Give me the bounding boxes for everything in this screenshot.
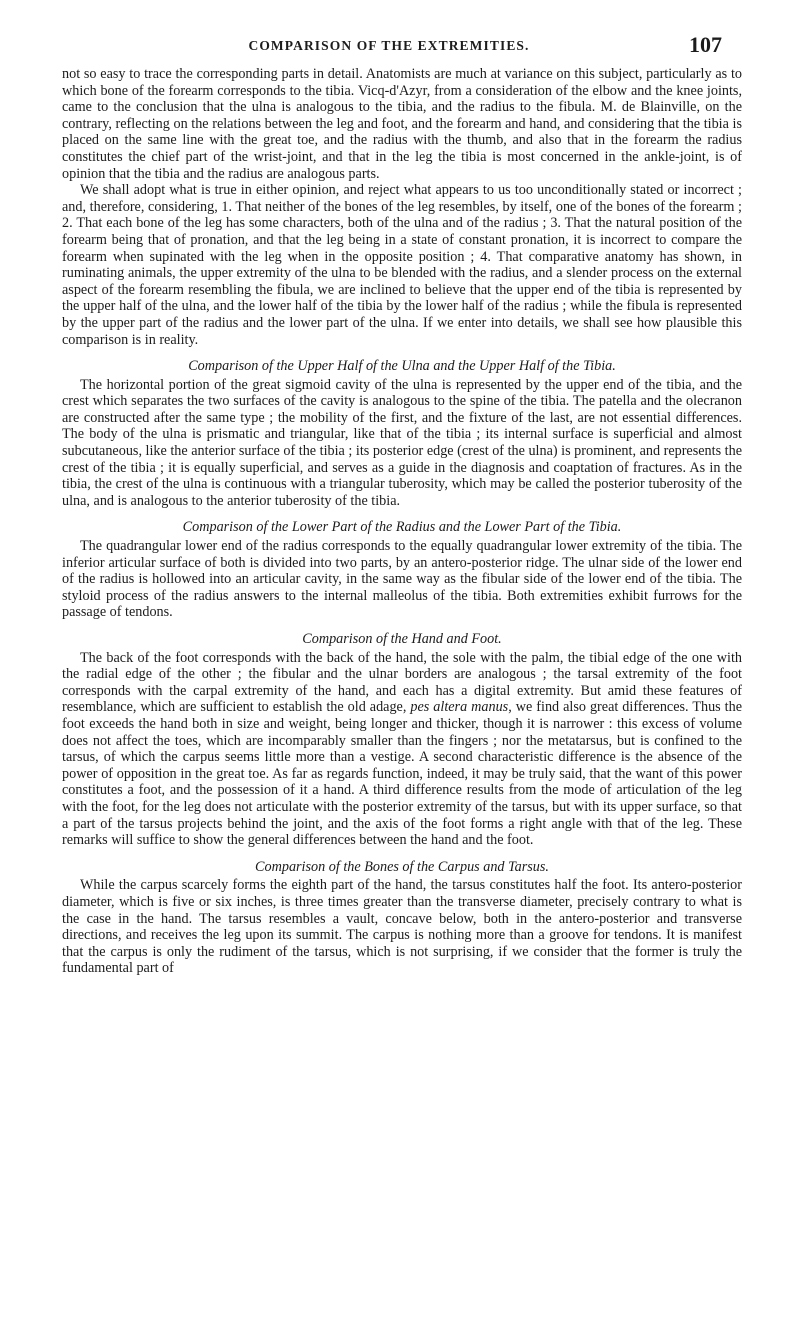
paragraph-opinion: We shall adopt what is true in either opinion, and reject what appears to us too unconditionally stated or incorrect ; and, therefore, considering, 1. That neither of the bones of the leg resembles, by itself, one of the bones of the forearm ; 2. That each bone of the leg has some characters, both of the ulna and of the radius ; 3. That the natural position of the forearm being that of pronation, and that the leg being in a state of constant pronation, it is incorrect to compare the forearm when supinated with the leg when in the opposite position ; 4. That comparative anatomy has shown, in ruminating animals, the upper extremity of the ulna to be blended with the radius, and a slender process on the external aspect of the forearm resembling the fibula, we are inclined to believe that the upper end of the tibia is represented by the upper half of the ulna, and the lower half of the tibia by the lower half of the radius ; while the fibula is represented by the upper part of the radius and the lower part of the ulna. If we enter into details, we shall see how plausible this comparison is in reality. [62, 182, 742, 348]
paragraph-hand-foot [62, 650, 742, 849]
text-body [62, 66, 742, 977]
heading-radius-tibia: Comparison of the Lower Part of the Radius and the Lower Part of the Tibia. [182, 519, 622, 536]
running-head [56, 34, 722, 58]
paragraph-radius-tibia: The quadrangular lower end of the radius corresponds to the equally quadrangular lower extremity of the tibia. The inferior articular surface of both is divided into two parts, by an antero-posterior ridge. The ulnar side of the lower end of the radius is hollowed into an articular cavity, in the same way as the fibular side of the lower end of the tibia. The styloid process of the radius answers to the internal malleolus of the tibia. Both extremities exhibit furrows for the passage of tendons. [62, 538, 742, 621]
heading-carpus-tarsus: Comparison of the Bones of the Carpus and Tarsus. [255, 858, 549, 875]
heading-ulna-tibia: Comparison of the Upper Half of the Ulna and the Upper Half of the Tibia. [188, 358, 616, 375]
page-number: 107 [689, 32, 722, 57]
paragraph-hand-foot-part1: The back of the foot corresponds with the back of the hand, the sole with the palm, the tibial edge of the one with the radial edge of the other ; the fibular and the ulnar borders are analogous ; the tarsal extremity of the foot corresponds with the carpal extremity of the hand, and each has a digital extremity. But amid these features of resemblance, which are sufficient to establish the old adage, [62, 649, 742, 716]
paragraph-carpus-tarsus: While the carpus scarcely forms the eighth part of the hand, the tarsus constitutes half the foot. Its antero-posterior diameter, which is five or six inches, is three times greater than the transverse diameter, precisely contrary to what is the case in the hand. The tarsus resembles a vault, concave below, both in the antero-posterior and transverse directions, and receives the leg upon its summit. The carpus is nothing more than a groove for tendons. It is manifest that the carpus is only the rudiment of the tarsus, which is not surprising, if we consider that the former is truly the fundamental part of [62, 877, 742, 977]
running-title: COMPARISON OF THE EXTREMITIES. [248, 38, 530, 53]
paragraph-continuation: not so easy to trace the corresponding parts in detail. Anatomists are much at variance on this subject, particularly as to which bone of the forearm corresponds to the tibia. Vicq-d'Azyr, from a consideration of the elbow and the knee joints, came to the conclusion that the ulna is analogous to the tibia, and the radius to the fibula. M. de Blainville, on the contrary, reflecting on the relations between the leg and foot, and the forearm and hand, and considering that the tibia is placed on the same line with the great toe, and the radius with the thumb, and also that in the forearm the radius constitutes the chief part of the wrist-joint, and that in the leg the tibia is most concerned in the ankle-joint, is of opinion that the tibia and the radius are analogous parts. [62, 66, 742, 182]
latin-adage: pes altera manus [410, 699, 509, 716]
paragraph-hand-foot-part2: , we find also great differences. Thus the foot exceeds the hand both in size and weight, being longer and thicker, though it is narrower : this excess of volume does not affect the toes, which are incomparably smaller than the fingers ; nor the metatarsus, but is confined to the tarsus, of which the carpus seems little more than a vestige. A second characteristic difference is the absence of the power of opposition in the great toe. As far as regards function, indeed, it may be truly said, that the want of this power constitutes a foot, and the possession of it a hand. A third difference results from the mode of articulation of the leg with the foot, for the leg does not articulate with the posterior extremity of the tarsus, but with its upper surface, so that a part of the tarsus projects behind the joint, and the axis of the foot forms a right angle with that of the leg. These remarks will suffice to show the general differences between the hand and the foot. [62, 699, 743, 849]
paragraph-ulna-tibia: The horizontal portion of the great sigmoid cavity of the ulna is represented by the upper end of the tibia, and the crest which separates the two surfaces of the cavity is analogous to the spine of the tibia. The patella and the olecranon are constructed after the same type ; the mobility of the first, and the fixture of the last, are not essential differences. The body of the ulna is prismatic and triangular, like that of the tibia ; its internal surface is superficial and almost subcutaneous, like the anterior surface of the tibia ; its posterior edge (crest of the ulna) is prominent, and represents the crest of the tibia ; it is equally superficial, and serves as a guide in the diagnosis and coaptation of fractures. As in the tibia, the crest of the ulna is continuous with a triangular tuberosity, which may be called the posterior tuberosity of the ulna, and is analogous to the anterior tuberosity of the tibia. [62, 376, 742, 509]
heading-hand-foot: Comparison of the Hand and Foot. [302, 631, 502, 647]
